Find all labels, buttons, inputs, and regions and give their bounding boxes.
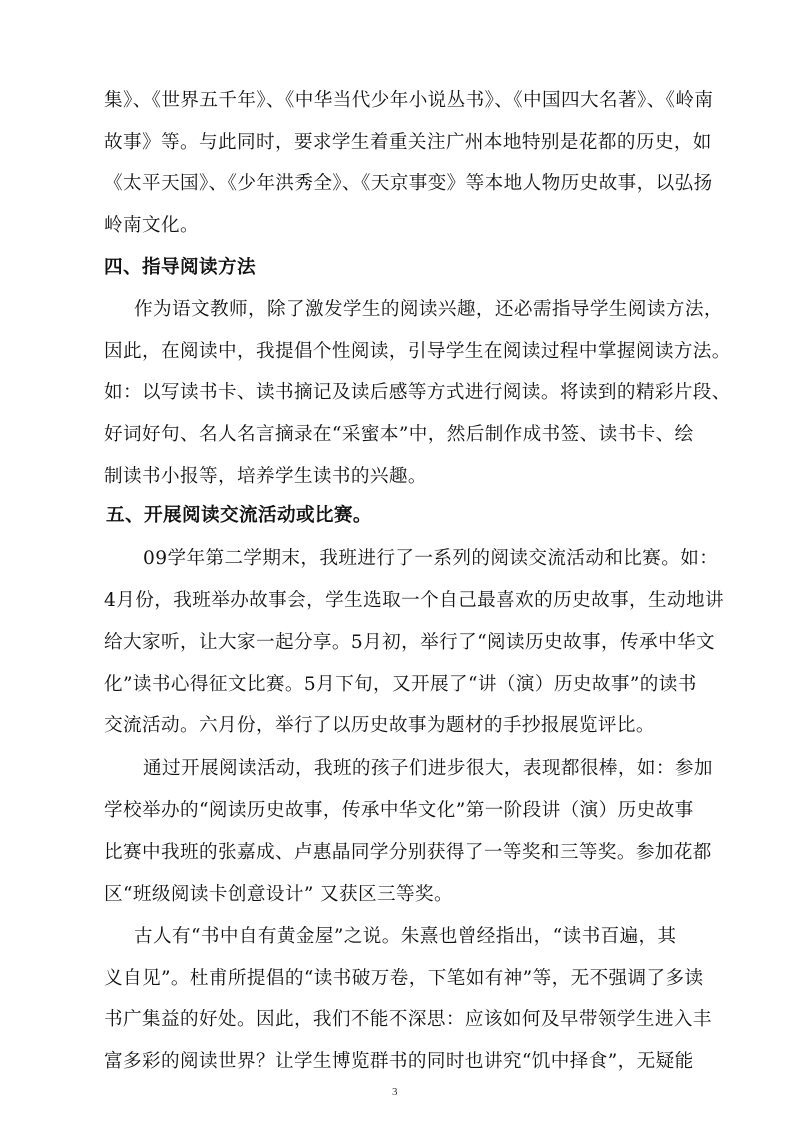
paragraph-5-line-1: 古人有“书中自有黄金屋”之说。朱熹也曾经指出，“读书百遍，其 (134, 926, 677, 947)
paragraph-3-line-4: 化”读书心得征文比赛。5月下旬，又开展了“讲（演）历史故事”的读书 (104, 674, 697, 695)
paragraph-4-line-3: 比赛中我班的张嘉成、卢惠晶同学分别获得了一等奖和三等奖。参加花都 (104, 842, 712, 863)
paragraph-5-line-2: 义自见”。杜甫所提倡的“读书破万卷，下笔如有神”等，无不强调了多读 (104, 968, 704, 989)
page-number: 3 (392, 1086, 398, 1098)
paragraph-5-line-4: 富多彩的阅读世界？让学生博览群书的同时也讲究“饥中择食”，无疑能 (104, 1051, 694, 1072)
paragraph-1-line-1: 集》、《世界五千年》、《中华当代少年小说丛书》、《中国四大名著》、《岭南 (104, 90, 714, 111)
paragraph-2-line-3: 如：以写读书卡、读书摘记及读后感等方式进行阅读。将读到的精彩片段、 (104, 382, 731, 403)
paragraph-4-line-2: 学校举办的“阅读历史故事，传承中华文化”第一阶段讲（演）历史故事 (104, 800, 694, 821)
paragraph-4-line-4: 区“班级阅读卡创意设计” 又获区三等奖。 (104, 884, 454, 905)
paragraph-2-line-2: 因此，在阅读中，我提倡个性阅读，引导学生在阅读过程中掌握阅读方法。 (104, 341, 731, 362)
paragraph-1-line-3: 《太平天国》、《少年洪秀全》、《天京事变》等本地人物历史故事，以弘扬 (104, 173, 713, 194)
paragraph-1-line-2: 故事》等。与此同时，要求学生着重关注广州本地特别是花都的历史，如 (104, 132, 712, 153)
paragraph-3-line-1: 09学年第二学期末，我班进行了一系列的阅读交流活动和比赛。如： (143, 548, 719, 569)
paragraph-4-line-1: 通过开展阅读活动，我班的孩子们进步很大，表现都很棒，如：参加 (143, 758, 713, 779)
paragraph-5-line-3: 书广集益的好处。因此，我们不能不深思：应该如何及早带领学生进入丰 (104, 1009, 712, 1030)
paragraph-3-line-5: 交流活动。六月份，举行了以历史故事为题材的手抄报展览评比。 (104, 715, 655, 736)
paragraph-1-line-4: 岭南文化。 (104, 215, 199, 236)
paragraph-2-line-5: 制读书小报等，培养学生读书的兴趣。 (104, 466, 427, 487)
paragraph-2-line-4: 好词好句、名人名言摘录在“采蜜本”中，然后制作成书签、读书卡、绘 (104, 424, 694, 445)
section-4-heading: 四、指导阅读方法 (104, 257, 256, 278)
paragraph-3-line-3: 给大家听，让大家一起分享。5月初，举行了“阅读历史故事，传承中华文 (104, 632, 715, 653)
paragraph-3-line-2: 4月份，我班举办故事会，学生选取一个自己最喜欢的历史故事，生动地讲 (104, 590, 725, 611)
section-5-heading: 五、开展阅读交流活动或比赛。 (106, 505, 372, 526)
paragraph-2-line-1: 作为语文教师，除了激发学生的阅读兴趣，还必需指导学生阅读方法， (134, 299, 723, 320)
